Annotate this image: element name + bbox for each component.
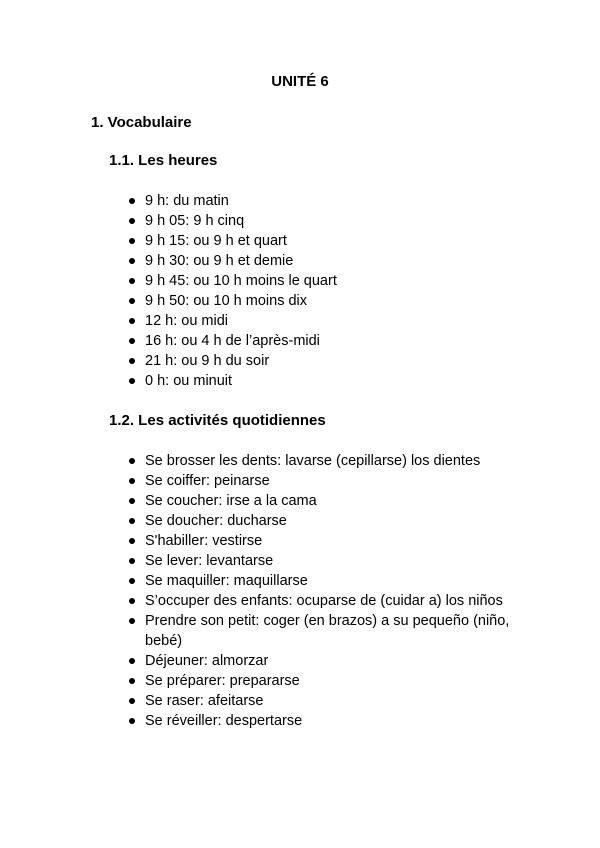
list-item bbox=[127, 531, 537, 551]
list-item bbox=[127, 551, 537, 571]
list-item-text: S’occuper des enfants: ocuparse de (cuidar a) los niños bbox=[145, 593, 503, 609]
list-item bbox=[127, 371, 537, 391]
bullet-icon bbox=[129, 678, 135, 684]
list-item-text: Se lever: levantarse bbox=[145, 553, 274, 569]
list-item-text: Se réveiller: despertarse bbox=[145, 713, 303, 729]
bullet-icon bbox=[129, 318, 135, 324]
bullet-icon bbox=[129, 258, 135, 264]
bullet-icon bbox=[129, 358, 135, 364]
list-item-text: S'habiller: vestirse bbox=[145, 533, 263, 549]
list-item bbox=[127, 271, 537, 291]
subsection-heading-activites: 1.2. Les activités quotidiennes bbox=[109, 412, 326, 429]
list-item-text: 9 h 45: ou 10 h moins le quart bbox=[145, 273, 337, 289]
list-item bbox=[127, 691, 537, 711]
list-item bbox=[127, 571, 537, 591]
list-activites bbox=[127, 451, 537, 731]
bullet-icon bbox=[129, 238, 135, 244]
list-item-text: Se coiffer: peinarse bbox=[145, 473, 270, 489]
bullet-icon bbox=[129, 518, 135, 524]
list-item-text: 12 h: ou midi bbox=[145, 313, 229, 329]
page-title: UNITÉ 6 bbox=[271, 73, 329, 90]
list-item-text: 9 h 05: 9 h cinq bbox=[145, 213, 245, 229]
list-item-text: Prendre son petit: coger (en brazos) a su pequeño (niño, bebé) bbox=[145, 613, 510, 649]
list-item-text: Se préparer: prepararse bbox=[145, 673, 300, 689]
list-item bbox=[127, 251, 537, 271]
list-item bbox=[127, 471, 537, 491]
bullet-icon bbox=[129, 458, 135, 464]
bullet-icon bbox=[129, 298, 135, 304]
list-item-text: Se brosser les dents: lavarse (cepillarse) los dientes bbox=[145, 453, 481, 469]
list-item bbox=[127, 491, 537, 511]
list-item bbox=[127, 331, 537, 351]
bullet-icon bbox=[129, 698, 135, 704]
list-item-text: Se raser: afeitarse bbox=[145, 693, 264, 709]
bullet-icon bbox=[129, 218, 135, 224]
list-item bbox=[127, 671, 537, 691]
list-item-text: 21 h: ou 9 h du soir bbox=[145, 353, 270, 369]
bullet-icon bbox=[129, 478, 135, 484]
list-item-text: 9 h 50: ou 10 h moins dix bbox=[145, 293, 308, 309]
list-item-text: Déjeuner: almorzar bbox=[145, 653, 269, 669]
list-item-text: 9 h: du matin bbox=[145, 193, 229, 209]
list-item bbox=[127, 191, 537, 211]
bullet-icon bbox=[129, 718, 135, 724]
list-item-text: 0 h: ou minuit bbox=[145, 373, 233, 389]
list-item bbox=[127, 351, 537, 371]
list-item bbox=[127, 651, 537, 671]
list-item bbox=[127, 591, 537, 611]
bullet-icon bbox=[129, 378, 135, 384]
list-item-text: 16 h: ou 4 h de l’après-midi bbox=[145, 333, 320, 349]
list-item bbox=[127, 451, 537, 471]
bullet-icon bbox=[129, 618, 135, 624]
list-item-text: Se coucher: irse a la cama bbox=[145, 493, 317, 509]
list-item bbox=[127, 291, 537, 311]
bullet-icon bbox=[129, 338, 135, 344]
section-heading: 1. Vocabulaire bbox=[91, 114, 192, 131]
list-item bbox=[127, 711, 537, 731]
bullet-icon bbox=[129, 578, 135, 584]
list-item-text: Se doucher: ducharse bbox=[145, 513, 287, 529]
list-item-text: 9 h 30: ou 9 h et demie bbox=[145, 253, 294, 269]
bullet-icon bbox=[129, 658, 135, 664]
list-item bbox=[127, 311, 537, 331]
bullet-icon bbox=[129, 498, 135, 504]
list-item-text: 9 h 15: ou 9 h et quart bbox=[145, 233, 287, 249]
list-item-text: Se maquiller: maquillarse bbox=[145, 573, 308, 589]
bullet-icon bbox=[129, 598, 135, 604]
subsection-heading-heures: 1.1. Les heures bbox=[109, 152, 218, 169]
list-item bbox=[127, 511, 537, 531]
list-item bbox=[127, 611, 537, 651]
bullet-icon bbox=[129, 278, 135, 284]
list-heures bbox=[127, 191, 537, 391]
bullet-icon bbox=[129, 558, 135, 564]
bullet-icon bbox=[129, 538, 135, 544]
list-item bbox=[127, 231, 537, 251]
bullet-icon bbox=[129, 198, 135, 204]
list-item bbox=[127, 211, 537, 231]
